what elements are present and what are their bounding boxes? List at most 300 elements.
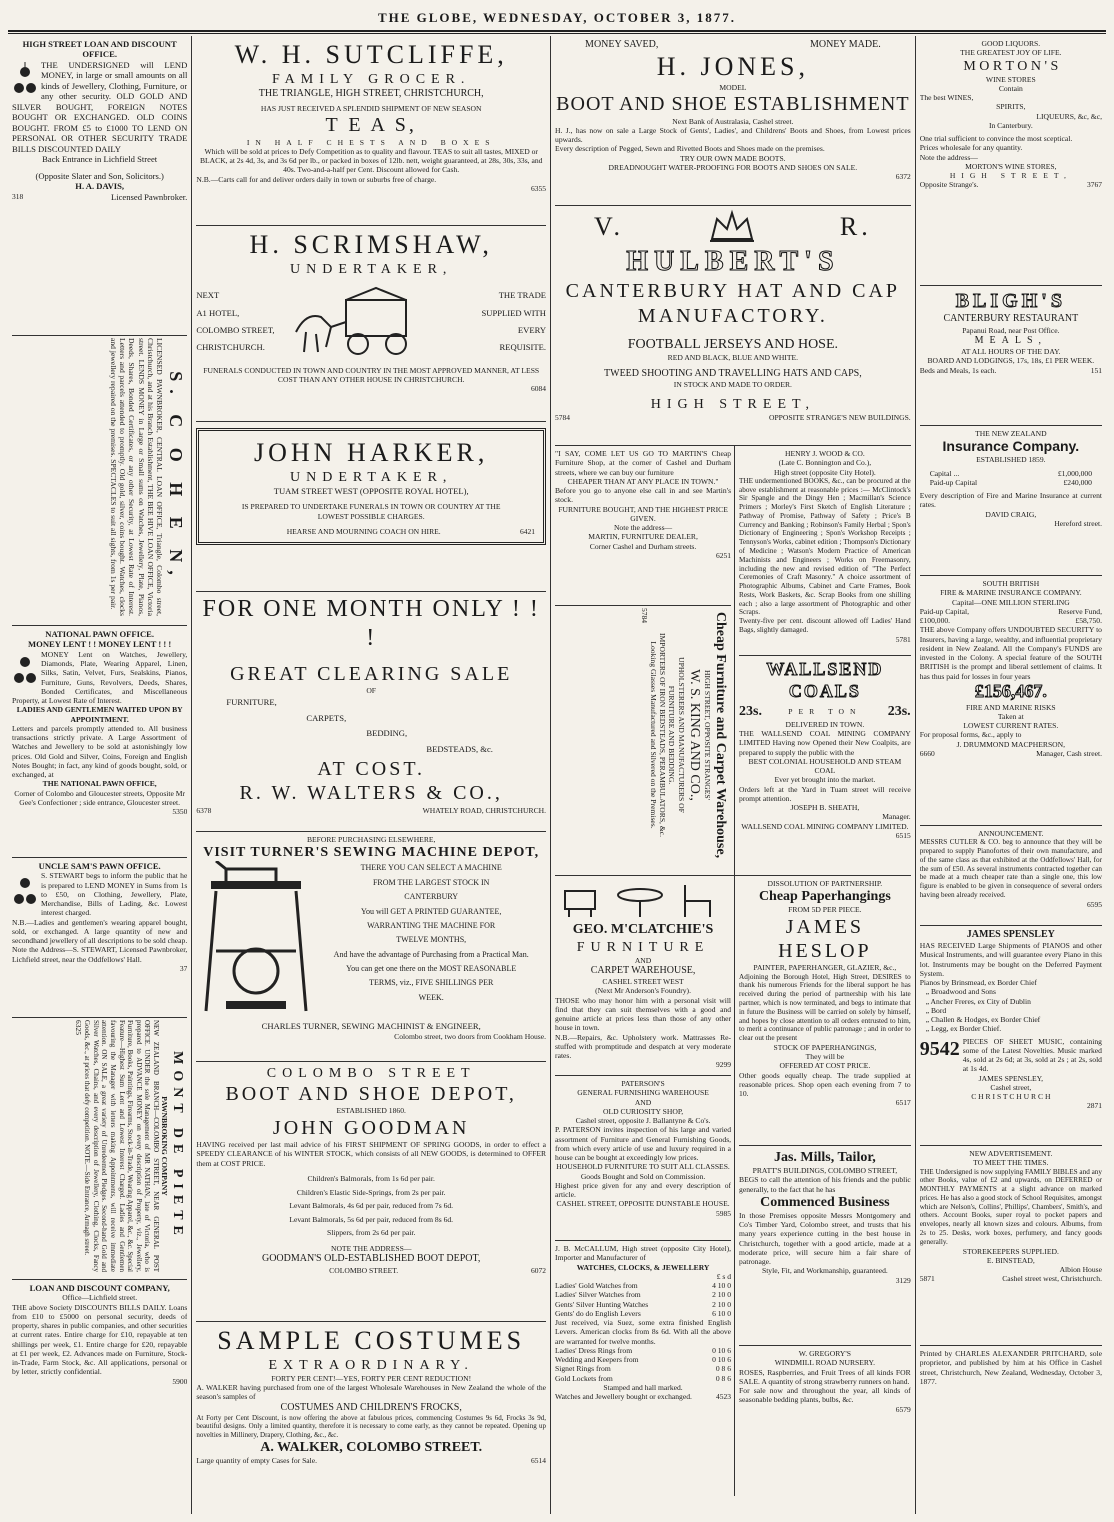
ad-title: PATERSON'S <box>621 1079 665 1088</box>
ad-line: UPHOLSTERERS AND MANUFACTURERS OF <box>676 657 686 813</box>
ad-line: WEEK. <box>418 992 444 1002</box>
ad-line: CANTERBURY <box>404 892 459 902</box>
piano-item: „ Broadwood and Sons <box>925 987 996 997</box>
ad-name: GEO. M'CLATCHIE'S <box>572 922 714 938</box>
ad-title: CANTERBURY RESTAURANT <box>943 313 1079 325</box>
ad-contain: Contain <box>998 83 1023 93</box>
ad-try: TRY OUR OWN MADE BOOTS. <box>680 153 786 163</box>
price-row: Ladies' Gold Watches from 4 10 0 <box>555 1281 732 1290</box>
sewing-machine-icon <box>196 861 316 1021</box>
ad-title: LOAN AND DISCOUNT COMPANY, <box>29 1283 170 1293</box>
ad-number: 5350 <box>172 807 188 817</box>
price-row: Wedding and Keepers from 0 10 6 <box>555 1355 732 1364</box>
ad-number: 6515 <box>895 830 911 840</box>
ad-cashel: CASHEL STREET, OPPOSITE DUNSTABLE HOUSE. <box>556 1199 730 1209</box>
ad-title: SOUTH BRITISH <box>982 579 1040 588</box>
ad-stock: IN STOCK AND MADE TO ORDER. <box>673 380 792 390</box>
ad-name: A. WALKER, COLOMBO STREET. <box>260 1440 483 1456</box>
price-row: Ladies' Silver Watches from 2 10 0 <box>555 1290 732 1300</box>
ad-stamped: Stamped and hall marked. <box>603 1382 683 1392</box>
ad-body: BEGS to call the attention of his friends and the public generally, to the fact that he has <box>739 1175 911 1194</box>
ad-dread: DREADNOUGHT WATER-PROOFING FOR BOOTS AND SHOES ON SALE. <box>608 162 858 172</box>
ad-and: AND <box>634 1097 652 1107</box>
ad-best: BEST COLONIAL HOUSEHOLD AND STEAM COAL <box>748 756 902 776</box>
ad-item: FURNITURE, <box>226 697 277 708</box>
ad-walters <box>196 592 546 832</box>
ad-trade: FAMILY GROCER. <box>271 71 471 87</box>
paid-label: Paid-up Capital <box>929 477 978 487</box>
ad-body: HAS RECEIVED Large Shipments of PIANOS and other Musical Instruments, and will guarantee every Piano in this lot. Instruments may be bought on the Deferred Payment System. <box>919 941 1102 978</box>
ad-meals: MEALS, <box>974 334 1048 346</box>
ad-established: ESTABLISHED 1860. <box>336 1106 406 1116</box>
ad-left-line: NEXT <box>196 290 220 301</box>
ad-nz-insurance <box>920 426 1102 576</box>
ad-number: 3129 <box>895 1275 911 1285</box>
ad-line: FROM THE LARGEST STOCK IN <box>372 877 490 887</box>
ad-line: TERMS, viz., FIVE SHILLINGS PER <box>369 978 494 988</box>
ad-pianos: Pianos by Brinsmead, ex Border Chief <box>919 978 1037 988</box>
ad-spensley <box>920 926 1102 1146</box>
ad-line: FURNITURE AND BEDDING. <box>667 685 677 785</box>
hearse-carriage-icon <box>286 282 456 362</box>
ad-line: TWELVE MONTHS, <box>396 935 467 945</box>
ad-body-2: Every description of Pegged, Sewn and Rivetted Boots and Shoes made on the premises. <box>555 144 825 154</box>
pawnbroker-balls-icon <box>12 871 38 911</box>
ad-body: THE above Company offers UNDOUBTED SECURITY to Insurers, having a large, wealthy, and influential proprietary resident in New Zealand. All the Company's FUNDS are invested in the Colony. A special feature of the SOUTH BRITISH is the prompt and liberal settlement of claims. It has thus paid for losses in four years <box>919 625 1102 681</box>
ad-line: You can get one there on the MOST REASONABLE <box>346 964 517 974</box>
ad-right-line: THE TRADE <box>498 290 547 301</box>
ad-offered: OFFERED AT COST PRICE. <box>779 1061 871 1071</box>
ad-item: BEDSTEADS, &c. <box>426 743 493 754</box>
ad-street: HIGH STREET, <box>949 171 1072 181</box>
ad-address: Colombo street, two doors from Cookham House. <box>394 1031 547 1041</box>
ad-hulbert <box>555 206 911 446</box>
ad-delivered: DELIVERED IN TOWN. <box>785 719 865 729</box>
ad-house: Albion House <box>1059 1265 1102 1275</box>
ad-from: FROM 5D PER PIECE. <box>788 905 862 915</box>
ad-left-line: CHRISTCHURCH. <box>196 341 265 352</box>
ad-number: 37 <box>179 963 188 973</box>
ad-sale: For sale now and throughout the year, all kinds of seasonable bedding plants, bulbs, &c. <box>739 1386 911 1405</box>
ad-big-number: 9542 <box>919 1037 960 1060</box>
ad-name: MARTIN, FURNITURE DEALER, <box>588 532 698 542</box>
ad-cheaper: CHEAPER THAN AT ANY PLACE IN TOWN." <box>567 476 719 486</box>
ad-title-2: MANUFACTORY. <box>637 304 828 327</box>
ad-established: ESTABLISHED 1859. <box>976 455 1046 465</box>
ad-title: H. SCRIMSHAW, <box>249 230 493 259</box>
imprint <box>920 1346 1102 1389</box>
ad-teas: T E A S, <box>325 114 417 137</box>
royal-crest-icon <box>702 209 762 245</box>
ad-line: WARRANTING THE MACHINE FOR <box>367 920 496 930</box>
ad-address: WHATELY ROAD, CHRISTCHURCH. <box>422 805 547 815</box>
ad-title-2: FIRE & MARINE INSURANCE COMPANY. <box>940 588 1082 598</box>
ad-number: 5871 <box>919 1274 935 1284</box>
ad-body: NEW ZEALAND BRANCH—COLOMBO STREET, NEAR GENERAL POST OFFICE. UNDER the sole Management of MR NATHAN, late of Victoria, who is prepared to ADVANCE MONEY on every description of Property, viz., Jewellery, Furniture, Books, Paintings, Firearms, Stock-in-Trade, Wearing Apparel, &c., &c. Special Feature—Highest Sum Lent and Lowest Interest Charged. Ladies and Gentlemen favouring the Manager with letters making Appointments, will receive immediate attention. ON SALE, a great variety of Unredeemed Pledges. Second-hand Gold and Silver Watches, Chains, and every description of Jewellery, Clothing, Clocks, Fancy Goods, &c., at prices that defy competition. NOTE.—Side Entrance, Armagh street. <box>83 1020 160 1272</box>
ad-household: HOUSEHOLD FURNITURE TO SUIT ALL CLASSES. <box>556 1162 730 1172</box>
ad-number: 5784 <box>639 608 649 623</box>
ad-announcement <box>920 826 1102 926</box>
piano-item: „ Legg, ex Border Chief. <box>925 1024 1002 1034</box>
ad-nb: N.B.—Repairs, &c. Upholstery work. Mattrasses Re-stuffed with promptitude and despatch at very moderate rates. <box>555 1032 732 1061</box>
ad-note: NOTE THE ADDRESS— <box>330 1244 412 1254</box>
ad-wood <box>739 446 911 656</box>
ad-prices: Prices wholesale for any quantity. <box>919 143 1023 153</box>
ad-cashel: Cashel street, <box>990 1082 1032 1092</box>
ad-other: Other goods equally cheap. The trade supplied at reasonable prices. Shop open each evening from 7 to 10. <box>739 1070 911 1099</box>
ad-made: MONEY MADE. <box>809 39 881 50</box>
ad-left-line: A1 HOTEL, <box>196 307 240 318</box>
ad-item: Levant Balmorals, 4s 6d per pair, reduced from 7s 6d. <box>289 1201 454 1211</box>
ad-orders: Orders left at the Yard in Tuam street will receive prompt attention. <box>739 784 911 803</box>
ad-body: THE undermentioned BOOKS, &c., can be procured at the above establishment at reasonable prices :— McClintock's Sir Spangle and the Dingy Hen ; Macmillan's Science Primers ; Morley's First Sketch of English Literature ; Pathway of Promise, Pathway of Safety ; Price's B Currency and Banking ; Robinson's Family Herbal ; Spon's Dictionary of Engineering ; Spon's Workshop Receipts ; Tennyson's Works, cabinet edition ; Thompson's Dictionary of Medicine ; Watson's Modern Practice of American Machinists and Engineers ; Works on Freemasonry, including the new and revised edition of "The Perfect Ceremonies of Craft Masonry." A choice assortment of Photographic Albums, Cabinet and Carte Frames, Book Rests, Work Baskets, &c. Scrap Books from one shilling each ; also a large assortment of Photographic and other Scraps. <box>739 476 911 617</box>
ad-opposite: OPPOSITE STRANGE'S NEW BUILDINGS. <box>768 412 911 422</box>
ad-title: WALLSEND COALS <box>766 659 884 701</box>
ad-right-line: EVERY <box>517 324 547 335</box>
ad-number: 4523 <box>716 1392 732 1401</box>
ad-name: W. S. KING AND CO., <box>686 669 702 801</box>
ad-subtitle: MONEY LENT ! ! MONEY LENT ! ! ! <box>28 639 172 650</box>
ad-style: Style, Fit, and Workmanship, guaranteed. <box>761 1266 888 1276</box>
column-3 <box>551 36 916 1514</box>
ad-before: Before you go to anyone else call in and see Martin's stock. <box>555 486 732 505</box>
ad-item: The best WINES, <box>919 93 974 103</box>
ad-item: CARPETS, <box>306 712 347 723</box>
ad-ladies: LADIES AND GENTLEMEN WAITED UPON BY APPOINTMENT. <box>16 705 183 724</box>
ad-body: Every description of Fire and Marine Insurance at current rates. <box>919 491 1102 510</box>
ad-number: 5781 <box>895 634 911 644</box>
ad-mclatchie <box>555 876 731 1076</box>
ad-binstead <box>920 1146 1102 1346</box>
ad-number: 5900 <box>172 1376 188 1386</box>
ad-r: R. <box>839 212 872 242</box>
ad-name: HENRY J. WOOD & CO. <box>785 449 865 458</box>
ad-depot: GOODMAN'S OLD-ESTABLISHED BOOT DEPOT, <box>261 1253 481 1265</box>
ad-entrance: Back Entrance in Lichfield Street <box>42 154 158 165</box>
ad-title: ANNOUNCEMENT. <box>978 829 1044 838</box>
ad-number: 6660 <box>919 748 935 758</box>
ad-carpet: CARPET WAREHOUSE, <box>590 964 696 976</box>
ad-proposal: For proposal forms, &c., apply to <box>919 730 1022 740</box>
ad-body: IS PREPARED TO UNDERTAKE FUNERALS IN TOWN OR COUNTRY AT THE LOWEST POSSIBLE CHARGES. <box>241 502 501 521</box>
ad-hours: AT ALL HOURS OF THE DAY. <box>961 347 1061 357</box>
ad-title: TO MEET THE TIMES. <box>973 1158 1049 1168</box>
ad-subtitle: GENERAL FURNISHING WAREHOUSE <box>577 1088 709 1098</box>
ad-morton <box>920 36 1102 286</box>
ad-company: WALLSEND COAL MINING COMPANY LIMITED. <box>741 821 909 831</box>
ad-line: You will GET A PRINTED GUARANTEE, <box>361 906 502 916</box>
ad-number: 6378 <box>196 805 212 815</box>
ad-body-2: Letters and parcels promptly attended to. All business transactions strictly private. A Large Assortment of Watches and Jewellery to be sold at astonishingly low prices. Old Gold and Silver, Coins, Foreign and English Notes Bought; in fact, any kind of goods bought, sold, or exchanged, at <box>12 723 188 780</box>
ad-sale: GREAT CLEARING SALE <box>230 662 513 685</box>
ad-goods: Goods Bought and Sold on Commission. <box>580 1171 706 1181</box>
ad-subtitle: PAWNBROKING COMPANY <box>159 1096 169 1196</box>
ad-opposite: Opposite Strange's. <box>919 180 979 190</box>
imprint-text: Printed by CHARLES ALEXANDER PRITCHARD, sole proprietor, and published by him at his Office in Cashel street, Christchurch, New Zealand, Wednesday, October 3, 1877. <box>919 1349 1102 1386</box>
ad-number: 2871 <box>1086 1101 1102 1111</box>
ad-item: Children's Elastic Side-Springs, from 2s per pair. <box>296 1187 446 1197</box>
ad-capital: Capital—ONE MILLION STERLING <box>952 597 1070 607</box>
ad-body: THE Undersigned is now supplying FAMILY BIBLES and any other Books, value of £2 and upwards, on DEFERRED or MONTHLY PAYMENTS at a slight advance on marked prices. He has also a good stock of School Requisites, amongst which are Nelson's, Collins', Phillips', Chambers', Smith's, and others. Account Books, super royal to pocket papers and envelopes, nearly all known sizes and colours. Albums, from 2s to 25. Desks, work boxes, perfumery, and fancy goods generally. <box>919 1167 1102 1246</box>
ad-body: FUNERALS CONDUCTED IN TOWN AND COUNTRY IN THE MOST APPROVED MANNER, AT LESS COST THAN ANY OTHER HOUSE IN CHRISTCHURCH. <box>203 365 540 385</box>
ad-stock: STOCK OF PAPERHANGINGS, <box>773 1042 877 1052</box>
ad-mont-de-piete <box>12 1018 187 1280</box>
ad-body: HAVING received per last mail advice of his FIRST SHIPMENT OF SPRING GOODS, in order to effect a SPEEDY CLEARANCE of his WINTER STOCK, which consists of all NEW GOODS, is determined to OFFER them at COST PRICE. <box>196 1140 547 1168</box>
ad-turner <box>196 832 546 1062</box>
ad-item: BEDDING, <box>366 728 408 739</box>
ad-note: Note the address— <box>613 523 673 532</box>
column-2 <box>192 36 551 1514</box>
ad-costumes: COSTUMES AND CHILDREN'S FROCKS, <box>280 1401 462 1413</box>
ad-mills <box>739 1146 911 1346</box>
ad-tweed: TWEED SHOOTING AND TRAVELLING HATS AND CAPS, <box>604 368 862 380</box>
ad-number: 6579 <box>895 1404 911 1414</box>
pawnbroker-balls-icon <box>12 60 38 100</box>
ad-number: 318 <box>12 191 24 201</box>
ad-name: H. A. DAVIS, <box>75 181 125 192</box>
ad-corner: Corner Cashel and Durham streets. <box>589 541 697 551</box>
ad-jones <box>555 36 911 206</box>
ad-right-line: SUPPLIED WITH <box>481 307 547 318</box>
ad-paterson <box>555 1076 731 1241</box>
ad-beds: Beds and Meals, 1s each. <box>919 365 997 375</box>
ad-harker <box>196 422 546 592</box>
ad-number: 3767 <box>1086 180 1102 190</box>
ad-title: COLOMBO STREET <box>266 1066 476 1081</box>
ad-establishment: BOOT AND SHOE ESTABLISHMENT <box>556 93 910 116</box>
ad-per: PER TON <box>788 706 862 716</box>
ad-nursery: WINDMILL ROAD NURSERY. <box>774 1358 875 1368</box>
ad-loan-discount-company <box>12 1280 187 1389</box>
ad-store: STOREKEEPERS SUPPLIED. <box>962 1246 1059 1256</box>
ad-agent: DAVID CRAIG, <box>985 509 1037 519</box>
masthead: THE GLOBE, WEDNESDAY, OCTOBER 3, 1877. <box>377 10 737 25</box>
ad-title-2: EXTRAORDINARY. <box>268 1357 474 1373</box>
ad-opposite: (Opposite Slater and Son, Solicitors.) <box>35 170 164 181</box>
ad-number: 9299 <box>716 1060 732 1070</box>
ad-address: Cashel street, opposite J. Ballantyne & Co's. <box>575 1116 711 1125</box>
ad-jerseys: FOOTBALL JERSEYS AND HOSE. <box>627 336 839 352</box>
ad-number: 6421 <box>520 526 536 536</box>
ad-body: "I SAY, COME LET US GO TO MARTIN'S Cheap Furniture Shop, at the corner of Cashel and Durham streets, where we can buy our furniture <box>555 449 732 477</box>
reserve-label: Reserve Fund, <box>1058 606 1102 616</box>
ad-mccallum <box>555 1241 731 1404</box>
ad-gregory <box>739 1346 911 1417</box>
ad-number: 6514 <box>531 1456 547 1466</box>
ad-boxes: IN HALF CHESTS AND BOXES <box>246 137 496 147</box>
ad-of: OF <box>366 685 377 695</box>
capital-label: Capital ... <box>929 468 960 478</box>
ad-highest: Highest price given for any and every description of article. <box>555 1180 732 1199</box>
ad-ever: Ever yet brought into the market. <box>774 775 876 785</box>
paid-value: £100,000. <box>919 616 951 625</box>
ad-name: M O R T O N ' S <box>963 58 1059 74</box>
ad-next: (Next Mr Anderson's Foundry). <box>595 986 691 996</box>
ad-name: BLIGH'S <box>955 290 1066 312</box>
ad-good: GOOD LIQUORS. <box>981 39 1041 48</box>
ad-item: Children's Balmorals, from 1s 6d per pair. <box>307 1173 435 1183</box>
price-row: Gents' do do English Levers 6 10 0 <box>555 1308 732 1318</box>
price-row: Gents' Silver Hunting Watches 2 10 0 <box>555 1299 732 1309</box>
ad-amount: £156,467. <box>974 680 1047 701</box>
ad-name: JAMES HESLOP <box>778 915 872 962</box>
ad-body: THOSE who may honor him with a personal visit will find that they can suit themselves with a good and genuine article at prices less than those of any other house in town. <box>555 995 732 1033</box>
ad-number: 6072 <box>531 1265 547 1275</box>
ad-reduction: FORTY PER CENT!—YES, FORTY PER CENT REDUCTION! <box>271 1373 472 1383</box>
price-row: Gold Lockets from 0 8 6 <box>555 1373 732 1383</box>
ad-body: ROSES, Raspberries, and Fruit Trees of all kinds FOR SALE. A quantity of strong strawberry runners on hand. <box>739 1367 911 1386</box>
ad-received: Just received, via Suez, some extra finished English Levers. American clocks from 8s 6d. With all the above are warranted for twelve months. <box>555 1318 732 1346</box>
ad-body-2: In those Premises opposite Messrs Montgomery and Co's Timber Yard, Colombo street, and trusts that his many years experience cutting in the best house in Christchurch, together with a good article, made at a moderate price, will secure him a fair share of patronage. <box>739 1210 911 1267</box>
ad-sutcliffe <box>196 36 546 226</box>
ad-risks: FIRE AND MARINE RISKS <box>966 702 1056 712</box>
ad-name: JOHN GOODMAN <box>272 1116 470 1139</box>
ad-scrimshaw <box>196 226 546 422</box>
ad-discount: Twenty-five per cent. discount allowed off Ladies' Hand Bags, slightly damaged. <box>739 617 911 635</box>
pawnbroker-balls-icon <box>12 650 38 690</box>
ad-colors: RED AND BLACK, BLUE AND WHITE. <box>667 353 799 363</box>
ad-name-2: JAMES SPENSLEY, <box>978 1073 1044 1083</box>
ad-number: 151 <box>1090 365 1102 375</box>
ad-number: 5784 <box>555 412 571 422</box>
ad-bligh <box>920 286 1102 426</box>
ad-national-pawn <box>12 626 187 858</box>
ad-body: S. STEWART begs to inform the public that he is prepared to LEND MONEY in Sums from 1s to £50, on Clothing, Jewellery, Plate, Merchandise, Bills of Lading, &c. Lowest interest charged. <box>41 871 188 918</box>
ad-trade: PAINTER, PAPERHANGER, GLAZIER, &c., <box>753 963 897 973</box>
ad-hearse: HEARSE AND MOURNING COACH ON HIRE. <box>286 526 441 536</box>
price-row: Signet Rings from 0 8 6 <box>555 1364 732 1374</box>
ad-body: Adjoining the Borough Hotel, High Street, DESIRES to thank his numerous Friends for the liberal support he has received during the period of partnership with his late partner, which is now terminated, and begs to intimate that in future the Business will be carried on solely by himself, and hopes by close attention to all orders entrusted to him, to merit a continuance of public patronage ; and in order to clear out the present <box>739 972 911 1043</box>
ad-cost: AT COST. <box>317 758 426 781</box>
ad-address: HIGH STREET, OPPOSITE STRANGES' <box>702 670 712 800</box>
ad-lead: HAS JUST RECEIVED A SPLENDID SHIPMENT OF NEW SEASON <box>260 103 482 113</box>
ad-body: LICENSED PAWNBROKER, CENTRAL LOAN OFFICE, Triangle, Colombo street, Christchurch, and at his Branch Establishment, THE BEE HIVE LOAN OFFICE, Victoria street. LENDS MONEY in Large or Small sums on Watches, Jewellery, Plate, Pianos, Deeds, Shares, Bonded Certificates, or any other Security, at Lowest Rate of Interest. Letters and parcels attended to promptly. Old gold, silver, coins bought. Watches, clocks and jewellery repaired on the premises. SPECTACLES to suit all sights, from 1s per pair. <box>108 338 165 616</box>
ad-body: H. J., has now on sale a Large Stock of Gents', Ladies', and Childrens' Boots and Shoes, from Lowest prices upwards. <box>555 125 911 145</box>
ad-name: E. BINSTEAD, <box>986 1255 1035 1265</box>
ad-trade: UNDERTAKER, <box>289 261 453 277</box>
ad-model: MODEL <box>719 82 747 92</box>
ad-title: UNCLE SAM'S PAWN OFFICE. <box>38 861 161 871</box>
ad-uncle-sam <box>12 858 187 1018</box>
ad-dissolution: DISSOLUTION OF PARTNERSHIP. <box>767 879 883 888</box>
ad-joy: THE GREATEST JOY OF LIFE. <box>960 48 1062 58</box>
ad-body: THE UNDERSIGNED will LEND MONEY, in large or small amounts on all kinds of Jewellery, Clothing, Furniture, or any other security. OLD GOLD AND SILVER BOUGHT, FOREIGN NOTES BOUGHT OR EXCHANGED. OLD COINS BOUGHT. FROM £5 to £1000 TO LEND ON PERSONAL OR OTHER SECURITY TRADE BILLS DISCOUNTED DAILY <box>12 59 188 154</box>
ad-title: H. JONES, <box>656 52 810 82</box>
ad-sheet: PIECES OF SHEET MUSIC, containing some of the Latest Novelties. Music marked 4s, sold at 2s 6d; at 3s, sold at 2s ; at 2s, sold at 1s 4d. <box>962 1036 1102 1074</box>
ad-number: 6372 <box>895 172 911 182</box>
ad-price-header: £ s d <box>716 1271 732 1281</box>
ad-martin <box>555 446 731 606</box>
ad-new: NEW ADVERTISEMENT. <box>969 1149 1053 1158</box>
ad-item: Slippers, from 2s 6d per pair. <box>327 1228 416 1238</box>
ad-line: THERE YOU CAN SELECT A MACHINE <box>360 863 502 873</box>
ad-line: IMPORTERS OF IRON BEDSTEADS, PERAMBULATORS, &c. <box>658 632 668 838</box>
ad-body-2: At Forty per Cent Discount, is now offering the above at fabulous prices, commencing Costumes 9s 6d, Frocks 3s 9d, beautiful designs. Only a limited quantity, therefore it is necessary to come early, as they cannot be repeated. Opening up novelties in Millinery, Drapery, Clothing, &c., &c. <box>196 1413 547 1439</box>
capital-value: £1,000,000 <box>1057 468 1092 478</box>
ad-before: BEFORE PURCHASING ELSEWHERE, <box>306 835 436 844</box>
ad-item: In Canterbury. <box>988 120 1033 130</box>
price-row: Ladies' Dress Rings from 0 10 6 <box>555 1345 732 1355</box>
ad-body: J. B. McCALLUM, High street (opposite City Hotel), Importer and Manufacturer of <box>555 1244 732 1263</box>
ad-left-line: COLOMBO STREET, <box>196 324 275 335</box>
ad-v: V. <box>594 212 624 242</box>
ad-address: Papanui Road, near Post Office. <box>962 325 1060 335</box>
ad-item: SPIRITS, <box>996 102 1026 112</box>
ad-cheap: Cheap Paperhangings <box>758 889 891 905</box>
ad-trade: UNDERTAKER, <box>289 469 453 485</box>
ad-office: THE NATIONAL PAWN OFFICE, <box>42 779 157 789</box>
ad-right-line: REQUISITE. <box>499 341 547 352</box>
ad-title: JOHN HARKER, <box>254 438 489 467</box>
ad-bank: Next Bank of Australasia, Cashel street. <box>672 116 794 126</box>
ad-number: 6595 <box>1086 899 1102 909</box>
ad-heslop <box>739 876 911 1146</box>
ad-number: 6251 <box>716 550 732 560</box>
ad-line: And have the advantage of Purchasing from a Practical Man. <box>333 949 529 959</box>
ad-body: MESSRS CUTLER & CO. beg to announce that they will be prepared to supply Pianofortes of their own manufacture, and of the same class as that exhibited at the Oddfellows' Hall, for the sum of £50. As several instruments contracted together can be made at a much cheaper rate than a single one, this low figure is enabled to be given in consequence of several orders having been already received. <box>919 838 1102 899</box>
ad-body: THE WALLSEND COAL MINING COMPANY LIMITED Having now Opened their New Coalpits, are prepared to supply the public with the <box>739 729 911 757</box>
ad-street: HIGH STREET, <box>650 396 816 412</box>
ad-south-british <box>920 576 1102 826</box>
furniture-icons <box>555 879 725 919</box>
ad-number: 6325 <box>73 1020 83 1035</box>
ad-address: PRATT'S BUILDINGS, COLOMBO STREET, <box>752 1166 898 1176</box>
ad-note: Note the address— <box>919 152 978 162</box>
ad-bought: FURNITURE BOUGHT, AND THE HIGHEST PRICE GIVEN. <box>558 504 728 523</box>
ad-title: HIGH STREET LOAN AND DISCOUNT OFFICE. <box>22 39 177 60</box>
piano-item: „ Ancher Freres, ex City of Dublin <box>925 996 1031 1006</box>
paid-value: £240,000 <box>1063 477 1092 487</box>
paid-label: Paid-up Capital, <box>919 606 970 616</box>
ad-title: MONT DE PIETE <box>170 1051 185 1241</box>
ad-number: 6084 <box>531 384 547 394</box>
ad-manager: Manager. <box>882 812 911 822</box>
ad-title: NATIONAL PAWN OFFICE. <box>45 629 155 639</box>
ad-body: THE above Society DISCOUNTS BILLS DAILY. Loans from £10 to £5000 on personal security, deeds of property, shares in public companies, and other securities at current rates. Entire charge for £10, repayable at ten shillings per week, £1. Entire charge for £20, repayable at £1 per week, £2. Advances made on Furniture, Stock-in-Trade, Farm Stock, &c. All applications, personal or by letter, strictly confidential. <box>12 1302 188 1377</box>
ad-address: Corner of Colombo and Gloucester streets, Opposite Mr Gee's Confectioner ; side entrance, Gloucester street. <box>14 788 186 807</box>
ad-lowest: LOWEST CURRENT RATES. <box>963 721 1059 731</box>
ad-address: Note the Address—S. STEWART, Licensed Pawnbroker, Lichfield street, near the Oddfellows' Hall. <box>12 945 188 964</box>
ad-name: JAMES SPENSLEY <box>966 929 1055 940</box>
ad-nb: N.B.—Carts call for and deliver orders daily in town or suburbs free of charge. <box>196 174 437 184</box>
ad-title-2: BOOT AND SHOE DEPOT, <box>225 1083 517 1106</box>
ad-role: Licensed Pawnbroker. <box>110 191 188 202</box>
ad-city: C H R I S T C H U R C H <box>971 1092 1051 1102</box>
ad-cases: Large quantity of empty Cases for Sale. <box>196 1456 318 1466</box>
ad-street: COLOMBO STREET. <box>329 1265 399 1275</box>
ad-street: CASHEL STREET WEST <box>602 977 684 987</box>
ad-walker <box>196 1322 546 1469</box>
ad-title: S. C O H E N, <box>166 371 186 583</box>
ad-body: Which will be sold at prices to Defy Competition as to quality and flavour. TEAS to suit all tastes, MIXED or BLACK, at 2s 4d, 3s, and 3s 6d per lb., or packed in boxes of 12lb. nett, weight guaranteed, at 28s, 30s, 33s, and 40s. Two-and-a-half per Cent. Discount allowed for Cash. <box>199 146 543 175</box>
columns <box>8 36 1106 1514</box>
ad-body: P. PATERSON invites inspection of his large and varied assortment of Furniture and General Furnishing Goods, from which every article of use and luxury required in a house can be bought at exceedingly low prices. <box>555 1125 732 1162</box>
ad-saved: MONEY SAVED, <box>585 39 659 50</box>
piano-item: „ Bord <box>925 1005 947 1015</box>
ad-banner: FOR ONE MONTH ONLY ! ! ! <box>202 596 540 652</box>
masthead-rule <box>8 30 1106 34</box>
ad-old: OLD CURIOSITY SHOP, <box>603 1106 684 1116</box>
ad-trial: One trial sufficient to convince the most sceptical. <box>919 134 1073 144</box>
ad-and: AND <box>634 955 652 965</box>
ad-late: (Late C. Bonnington and Co.), <box>778 458 872 468</box>
ad-price: 23s. <box>739 703 762 719</box>
ad-commenced: Commenced Business <box>760 1194 890 1210</box>
ad-line: Looking Glasses Manufactured and Silvered on the Premises. <box>648 641 658 829</box>
ad-name: HULBERT'S <box>626 246 840 277</box>
ad-address: THE TRIANGLE, HIGH STREET, CHRISTCHURCH, <box>258 87 484 99</box>
column-1 <box>8 36 192 1514</box>
